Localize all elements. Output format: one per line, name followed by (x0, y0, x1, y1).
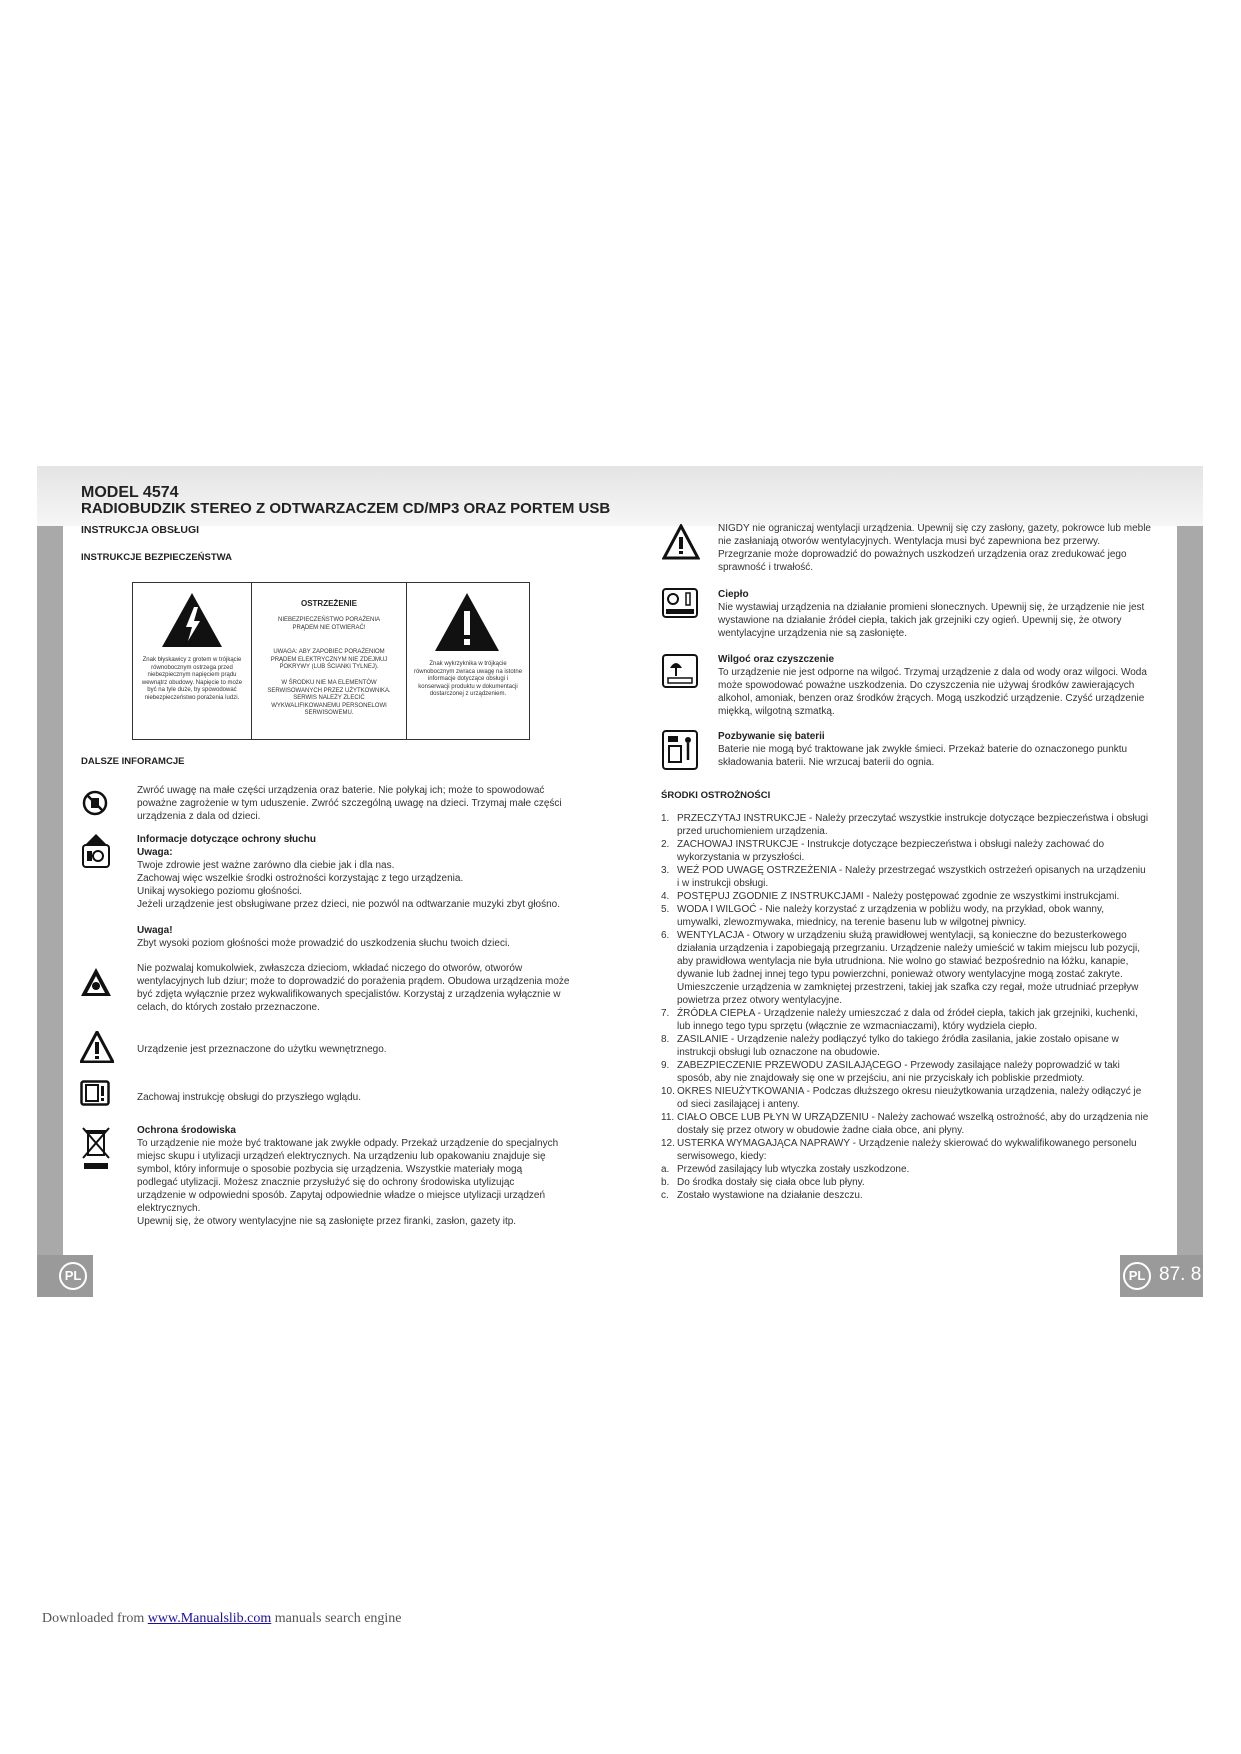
moisture-text: To urządzenie nie jest odporne na wilgoć. Trzymaj urządzenie z dala od wody oraz wilgoci. Woda może spowodować poważne uszkodzenia. Do czyszczenia nie używaj środków zawierających alkohol, amoniak, benzen oraz środków żrących. Mogą uszkodzić urządzenie. Czyść urządzenie miękką, wilgotną szmatką. (718, 667, 1147, 717)
list-item: 2. ZACHOWAJ INSTRUKCJE - Instrukcje dotyczące bezpieczeństwa i obsługi należy zachować do wykorzystania w przyszłości. (661, 839, 1105, 863)
hearing-line-3: Unikaj wysokiego poziomu głośności. (137, 886, 303, 897)
no-swallow-icon (82, 790, 108, 816)
list-item: 6. WENTYLACJA - Otwory w urządzeniu służą prawidłowej wentylacji, są konieczne do bezusterkowego działania urządzenia i zapobiegają przegrzaniu. Urządzenie należy umieścić w takim miejscu lub pozycji, aby prawidłowa wentylacja nie była utrudniona. Nie wolno go stawiać bezpośrednio na łóżku, kanapie, dywanie lub żadnej innej tego typu powierzchni, ponieważ otwory wentylacyjne mogą zostać zakryte. Umieszczenie urządzenia w zamkniętej przestrzeni, takiej jak szafka czy regał, może utrudniać przepływ powietrza przez otwory wentylacyjne. (661, 930, 1141, 1006)
hearing-caution: Uwaga: (137, 847, 173, 858)
ventilation-text: NIGDY nie ograniczaj wentylacji urządzenia. Upewnij się czy zasłony, gazety, pokrowce lub meble nie zasłaniają otworów wentylacyjnych. Wentylacja musi być zapewniona bez przerwy. Przegrzanie może doprowadzić do poważnych uszkodzeń urządzenia oraz zredukować jego sprawność i trwałość. (718, 523, 1151, 573)
download-footer (42, 1611, 402, 1627)
list-item: 12. USTERKA WYMAGAJĄCA NAPRAWY - Urządzenie należy skierować do wykwalifikowanego personelu serwisowego, kiedy: (661, 1138, 1137, 1162)
list-item: 10. OKRES NIEUŻYTKOWANIA - Podczas dłuższego okresu nieużytkowania urządzenia, należy odłączyć je od sieci zasilającej i anteny. (661, 1086, 1142, 1110)
list-item: 5. WODA I WILGOĆ - Nie należy korzystać z urządzenia w pobliżu wody, na przykład, obok wanny, umywalki, zlewozmywaka, miednicy, na terenie basenu lub w wilgotnej piwnicy. (661, 904, 1105, 928)
keep-manual-icon (80, 1080, 110, 1106)
header-band (37, 466, 1203, 526)
product-title: RADIOBUDZIK STEREO Z ODTWARZACZEM CD/MP3 ORAZ PORTEM USB (81, 500, 611, 517)
hearing-title: Informacje dotyczące ochrony słuchu (137, 834, 316, 845)
list-item: 8. ZASILANIE - Urządzenie należy podłączyć tylko do takiego źródła zasilania, jakie zostało opisane w instrukcji obsługi lub oznaczone na obudowie. (661, 1034, 1119, 1058)
precautions-heading: ŚRODKI OSTROŻNOŚCI (661, 790, 771, 801)
heat-text: Nie wystawiaj urządzenia na działanie promieni słonecznych. Upewnij się, że urządzenie nie jest wystawione na działanie źródeł ciepła, takich jak grzejniki czy ogień. Upewnij się, że otwory wentylacyjne urządzenia nie są zasłonięte. (718, 602, 1145, 639)
battery-disposal-icon (662, 730, 698, 770)
list-item: 11. CIAŁO OBCE LUB PŁYN W URZĄDZENIU - Należy zachować wszelką ostrożność, aby do urządzenia nie dostały się przez otwory w obudowie żadne ciała obce, ani płyny. (661, 1112, 1149, 1136)
moisture-cleaning-icon (662, 654, 698, 688)
environment-text: To urządzenie nie może być traktowane jak zwykłe odpady. Przekaż urządzenie do specjalnych miejsc skupu i utylizacji urządzeń elektrycznych. Na urządzeniu lub opakowaniu znajduje się symbol, który informuje o sposobie pozbycia się urządzenia. Wszystkie materiały mogą podlegać utylizacji. Możesz znacznie przysłużyć się do ochrony środowiska utylizując urządzenie w odpowiedni sposób. Zapytaj odpowiednie władze o miejsce utylizacji urządzeń elektrycznych. (137, 1138, 559, 1214)
hearing-warning: Uwaga! (137, 925, 173, 936)
list-item: 9. ZABEZPIECZENIE PRZEWODU ZASILAJĄCEGO - Przewody zasilające należy poprowadzić w taki sposób, aby nie znajdowały się one w przejściu, ani nie przyciskały ich pobliskie przedmioty. (661, 1060, 1120, 1084)
warning-box-center (252, 583, 407, 739)
hearing-line-4: Jeżeli urządzenie jest obsługiwane przez dzieci, nie pozwól na odtwarzanie muzyki zbyt głośno. (137, 899, 560, 910)
warning-line-1: NIEBEZPIECZEŃSTWO PORAŻENIA PRĄDEM NIE OTWIERAĆ! (277, 617, 380, 631)
list-item: 3. WEŹ POD UWAGĘ OSTRZEŻENIA - Należy przestrzegać wszystkich ostrzeżeń opisanych na urządzeniu i w instrukcji obsługi. (661, 865, 1146, 889)
language-badge-right: PL (1123, 1262, 1151, 1290)
hearing-line-2: Zachowaj więc wszelkie środki ostrożności korzystając z tego urządzenia. (137, 873, 464, 884)
warning-box (132, 582, 530, 740)
ventilation-reminder: Upewnij się, że otwory wentylacyjne nie są zasłonięte przez firanki, zasłon, gazety itp. (137, 1216, 517, 1227)
indoor-warning-icon (80, 1031, 114, 1063)
warning-box-left (133, 583, 252, 739)
weee-bin-icon (82, 1127, 110, 1171)
language-badge-left: PL (59, 1262, 87, 1290)
environment-title: Ochrona środowiska (137, 1125, 236, 1136)
model-heading: MODEL 4574 (81, 484, 179, 501)
warning-line-2: UWAGA: ABY ZAPOBIEC PORAŻENIOM PRĄDEM ELEKTRYCZNYM NIE ZDEJMUJ POKRYWY (LUB ŚCIANKI TYLNEJ). (270, 649, 388, 670)
electric-shock-icon (80, 967, 112, 997)
list-item: 4. POSTĘPUJ ZGODNIE Z INSTRUKCJAMI - Należy postępować zgodnie ze wszystkimi instrukcjami. (661, 891, 1120, 902)
battery-title: Pozbywanie się baterii (718, 731, 825, 742)
list-item: 7. ŹRÓDŁA CIEPŁA - Urządzenie należy umieszczać z dala od źródeł ciepła, takich jak grzejniki, kuchenki, lub innego tego typu sprzętu (włącznie ze wzmacniaczami), który wydziela ciepło. (661, 1008, 1138, 1032)
warning-line-3: W ŚRODKU NIE MA ELEMENTÓW SERWISOWANYCH PRZEZ UŻYTKOWNIKA. SERWIS NALEŻY ZLECIĆ WYKWALIFIKOWANEMU PERSONELOWI SERWISOWEMU. (267, 680, 391, 716)
lightning-warning-icon (160, 591, 224, 649)
exclamation-description: Znak wykrzyknika w trójkącie równobocznym zwraca uwagę na istotne informacje dotyczące obsługi i konserwacji produktu w dokumentacji dostarczonej z urządzeniem. (413, 661, 523, 697)
instructions-heading: INSTRUKCJA OBSŁUGI (81, 524, 200, 536)
openings-text: Nie pozwalaj komukolwiek, zwłaszcza dzieciom, wkładać niczego do otworów, otworów wentylacyjnych lub dziur; może to doprowadzić do porażenia prądem. Obudowa urządzenia może być zdjęta wyłącznie przez wykwalifikowanych specjalistów. Korzystaj z urządzenia wyłącznie w celach, do których zostało przeznaczone. (137, 963, 570, 1013)
list-item: c. Zostało wystawione na działanie deszczu. (661, 1190, 863, 1201)
safety-heading: INSTRUKCJE BEZPIECZEŃSTWA (81, 552, 232, 563)
list-item: b. Do środka dostały się ciała obce lub płyny. (661, 1177, 865, 1188)
precautions-list (661, 812, 1149, 1202)
lightning-description: Znak błyskawicy z grotem w trójkącie równobocznym ostrzega przed niebezpiecznym napięciem prądu wewnątrz obudowy. Napięcie to może być na tyle duże, by spowodować niebezpieczeństwo porażenia ludzi. (141, 657, 243, 701)
exclamation-warning-icon (433, 591, 501, 653)
download-prefix: Downloaded from (42, 1611, 145, 1626)
ventilation-warning-icon (662, 524, 700, 560)
battery-text: Baterie nie mogą być traktowane jak zwykłe śmieci. Przekaż baterie do oznaczonego punktu składowania baterii. Nie wrzucaj baterii do ognia. (718, 744, 1128, 768)
download-suffix: manuals search engine (274, 1611, 402, 1626)
hearing-protection-icon (82, 833, 110, 869)
list-item: 1. PRZECZYTAJ INSTRUKCJE - Należy przeczytać wszystkie instrukcje dotyczące bezpieczeństwa i obsługi przed uruchomieniem urządzenia. (661, 813, 1149, 837)
left-side-bar (37, 526, 63, 1262)
small-parts-text: Zwróć uwagę na małe części urządzenia oraz baterie. Nie połykaj ich; może to spowodować poważne zagrożenie w tym uduszenie. Zwróć szczególną uwagę na dzieci. Trzymaj małe części urządzenia z dala od dzieci. (137, 785, 562, 822)
further-info-heading: DALSZE INFORAMCJE (81, 756, 185, 767)
left-page-footer (37, 1255, 93, 1297)
warning-title: OSTRZEŻENIE (300, 599, 357, 608)
warning-box-right (407, 583, 529, 739)
list-item: a. Przewód zasilający lub wtyczka zostały uszkodzone. (661, 1164, 910, 1175)
hearing-line-1: Twoje zdrowie jest ważne zarówno dla ciebie jak i dla nas. (137, 860, 395, 871)
indoor-use-text: Urządzenie jest przeznaczone do użytku wewnętrznego. (137, 1044, 387, 1055)
manualslib-link[interactable]: www.Manualslib.com (147, 1611, 272, 1626)
moisture-title: Wilgoć oraz czyszczenie (718, 654, 835, 665)
right-side-bar (1177, 526, 1203, 1262)
page-number: 87. 8 (1159, 1264, 1202, 1285)
hearing-line-5: Zbyt wysoki poziom głośności może prowadzić do uszkodzenia słuchu twoich dzieci. (137, 938, 510, 949)
heat-icon (662, 588, 698, 618)
keep-manual-text: Zachowaj instrukcję obsługi do przyszłego wglądu. (137, 1092, 362, 1103)
heat-title: Ciepło (718, 589, 749, 600)
